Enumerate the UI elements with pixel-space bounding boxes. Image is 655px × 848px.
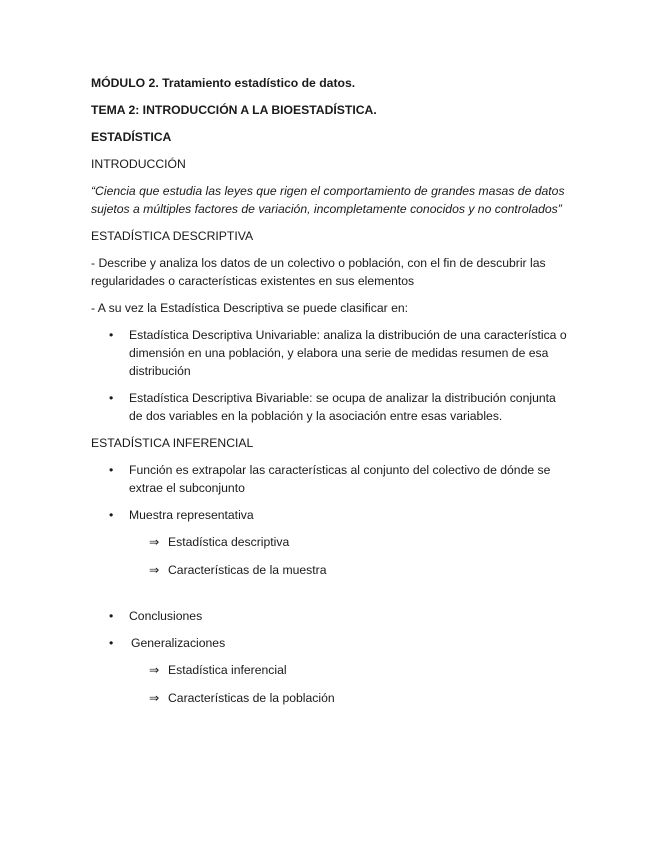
descriptive-paragraph-1: - Describe y analiza los datos de un colectivo o población, con el fin de descubrir las regularidades o características existentes en sus elementos [91,256,546,288]
sub-item [91,689,571,707]
list-item-text: Muestra representativa [129,508,254,522]
list-item-text: Estadística Descriptiva Univariable: analiza la distribución de una característica o dimensión en una población, y elabora una serie de medidas resumen de esa distribución [129,328,567,378]
document-page [91,74,571,717]
list-item [91,607,571,625]
inferential-list [91,461,571,524]
sub-item [91,561,571,579]
inferential-list-2 [91,607,571,652]
sub-item-text: Estadística descriptiva [168,535,290,549]
list-item-text: Estadística Descriptiva Bivariable: se ocupa de analizar la distribución conjunta de dos variables en la población y la asociación entre esas variables. [129,391,556,423]
intro-quote: “Ciencia que estudia las leyes que rigen el comportamiento de grandes masas de datos sujetos a múltiples factores de variación, incompletamente conocidos y no controlados” [91,184,565,216]
bullet-icon: • [109,391,114,405]
blank-line [91,589,571,607]
module-title: MÓDULO 2. Tratamiento estadístico de datos. [91,76,356,90]
implies-arrow-icon: ⇒ [149,563,160,577]
bullet-icon: • [109,463,114,477]
list-item [91,634,571,652]
bullet-icon: • [109,328,114,342]
list-item-text: Conclusiones [129,609,203,623]
sub-item-text: Características de la población [168,691,335,705]
sub-item [91,533,571,551]
bullet-icon: • [109,609,114,623]
topic-title: TEMA 2: INTRODUCCIÓN A LA BIOESTADÍSTICA. [91,103,377,117]
descriptive-paragraph-2: - A su vez la Estadística Descriptiva se puede clasificar en: [91,301,409,315]
descriptive-heading: ESTADÍSTICA DESCRIPTIVA [91,229,254,243]
list-item [91,326,571,380]
inferential-heading: ESTADÍSTICA INFERENCIAL [91,436,254,450]
list-item [91,461,571,497]
list-item-text: Generalizaciones [131,636,226,650]
sub-item [91,661,571,679]
implies-arrow-icon: ⇒ [149,535,160,549]
intro-heading: INTRODUCCIÓN [91,157,186,171]
list-item-text: Función es extrapolar las características al conjunto del colectivo de dónde se extrae el subconjunto [129,463,551,495]
bullet-icon: • [109,636,114,650]
implies-arrow-icon: ⇒ [149,663,160,677]
section-title: ESTADÍSTICA [91,130,172,144]
descriptive-list [91,326,571,425]
list-item [91,389,571,425]
implies-arrow-icon: ⇒ [149,691,160,705]
bullet-icon: • [109,508,114,522]
list-item [91,506,571,524]
sub-item-text: Estadística inferencial [168,663,287,677]
sub-item-text: Características de la muestra [168,563,327,577]
